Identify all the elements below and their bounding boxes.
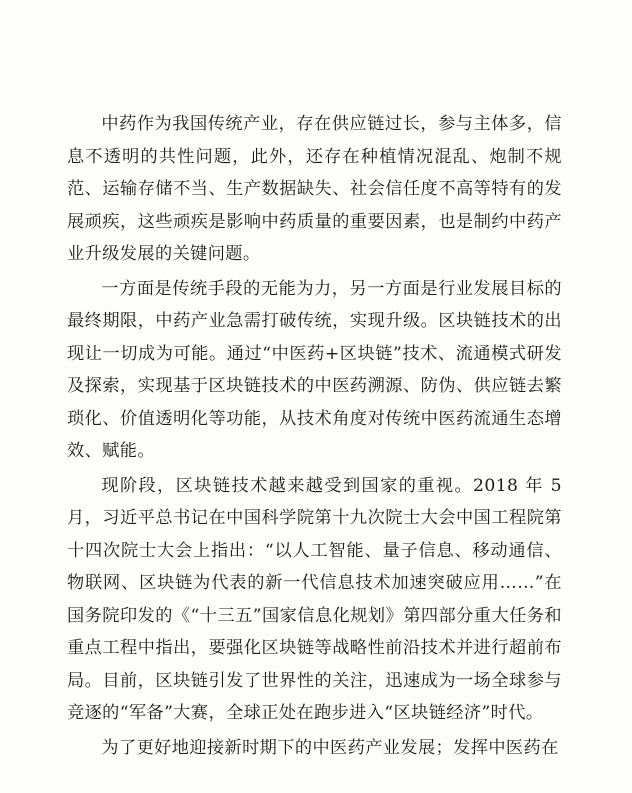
paragraph-blockchain-opportunity: 一方面是传统手段的无能为力，另一方面是行业发展目标的最终期限，中药产业急需打破传统，实现升级。区块链技术的出现让一切成为可能。通过“中医药+区块链”技术、流通模式研发及探索，实现基于区块链技术的中医药溯源、防伪、供应链去繁琐化、价值透明化等功能，从技术角度对传统中医药流通生态增效、赋能。 (67, 278, 562, 461)
body-text (67, 108, 562, 766)
paragraph-supply-chain-problems: 中药作为我国传统产业，存在供应链过长，参与主体多，信息不透明的共性问题，此外，还存在种植情况混乱、炮制不规范、运输存储不当、生产数据缺失、社会信任度不高等特有的发展顽疾，这些顽疾是影响中药质量的重要因素，也是制约中药产业升级发展的关键问题。 (67, 114, 562, 264)
paragraph-national-policy: 现阶段，区块链技术越来越受到国家的重视。2018 年 5 月，习近平总书记在中国科学院第十九次院士大会中国工程院第十四次院士大会上指出：“以人工智能、量子信息、移动通信、物联网、区块链为代表的新一代信息技术加速突破应用……”在国务院印发的《“十三五”国家信息化规划》第四部分重大任务和重点工程中指出，要强化区块链等战略性前沿技术并进行超前布局。目前，区块链引发了世界性的关注，迅速成为一场全球参与竞逐的“军备”大赛，全球正处在跑步进入“区块链经济”时代。 (67, 475, 562, 723)
paragraph-new-era: 为了更好地迎接新时期下的中医药产业发展；发挥中医药在 (101, 737, 559, 758)
